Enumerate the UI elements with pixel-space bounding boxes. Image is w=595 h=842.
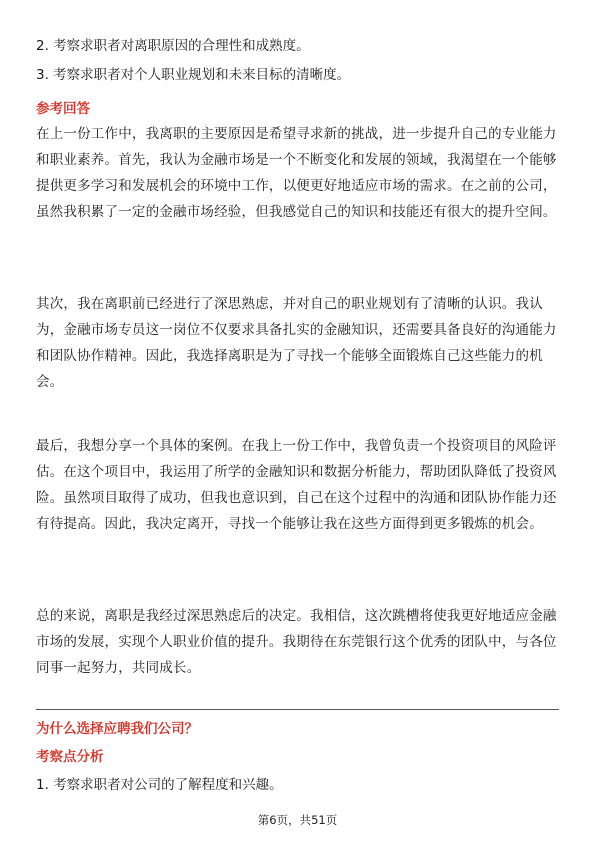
analysis-heading: 考察点分析 — [36, 749, 104, 765]
answer-paragraph-2: 其次，我在离职前已经进行了深思熟虑，并对自己的职业规划有了清晰的认识。我认为，金融市场专员这一岗位不仅要求具备扎实的金融知识，还需要具备良好的沟通能力和团队协作精神。因此，我选择离职是为了寻找一个能够全面锻炼自己这些能力的机会。 — [36, 296, 557, 390]
page-number: 第6页，共51页 — [257, 813, 338, 827]
answer-paragraph-4: 总的来说，离职是我经过深思熟虑后的决定。我相信，这次跳槽将使我更好地适应金融市场的发展，实现个人职业价值的提升。我期待在东莞银行这个优秀的团队中，与各位同事一起努力，共同成长。 — [36, 608, 557, 676]
answer-paragraph-1: 在上一份工作中，我离职的主要原因是希望寻求新的挑战，进一步提升自己的专业能力和职业素养。首先，我认为金融市场是一个不断变化和发展的领域，我渴望在一个能够提供更多学习和发展机会的环境中工作，以便更好地适应市场的需求。在之前的公司，虽然我积累了一定的金融市场经验，但我感觉自己的知识和技能还有很大的提升空间。 — [36, 126, 557, 220]
answer-paragraph-3: 最后，我想分享一个具体的案例。在我上一份工作中，我曾负责一个投资项目的风险评估。在这个项目中，我运用了所学的金融知识和数据分析能力，帮助团队降低了投资风险。虽然项目取得了成功，但我也意识到，自己在这个过程中的沟通和团队协作能力还有待提高。因此，我决定离开，寻找一个能够让我在这些方面得到更多锻炼的机会。 — [36, 438, 557, 532]
reference-answer-heading: 参考回答 — [36, 101, 90, 117]
analysis-point-1: 1. 考察求职者对公司的了解程度和兴趣。 — [36, 777, 283, 793]
section-divider — [36, 709, 559, 710]
evaluation-point-2: 2. 考察求职者对离职原因的合理性和成熟度。 — [36, 38, 310, 54]
question-heading: 为什么选择应聘我们公司？ — [36, 721, 198, 737]
evaluation-point-3: 3. 考察求职者对个人职业规划和未来目标的清晰度。 — [36, 67, 351, 83]
